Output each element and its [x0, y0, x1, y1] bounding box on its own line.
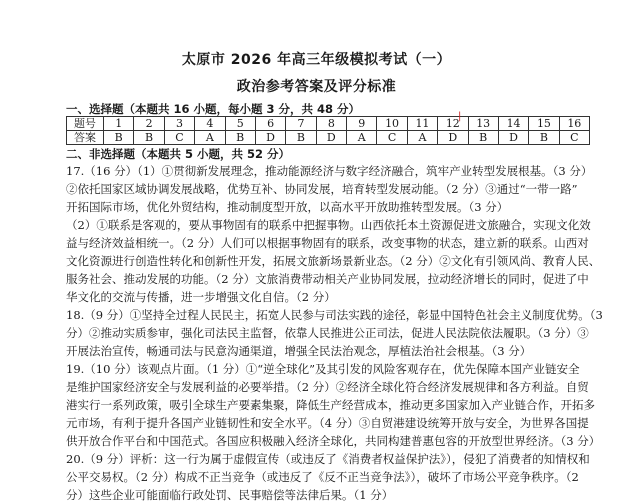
answer-line: 文化资源进行创造性转化和创新性开发，拓展文旅新场景新业态。（2 分）②文化有引领风尚、教育人民、: [66, 254, 601, 268]
answer-cell: B: [468, 131, 498, 145]
answer-cell: D: [498, 131, 528, 145]
question-number: 9: [347, 117, 377, 131]
question-number: 8: [316, 117, 346, 131]
answer-line: ②依托国家区域协调发展战略，优势互补、协同发展，培育转型发展动能。（2 分）③通过“一带一路”: [66, 182, 578, 196]
answer-line: 17.（16 分）（1）①贯彻新发展理念，推动能源经济与数字经济融合，筑牢产业转型发展根基。（3 分）: [66, 164, 593, 178]
answer-line: 服务社会、推动发展的功能。（2 分）文旅消费带动相关产业协同发展，拉动经济增长的同时，促进了中: [66, 272, 589, 286]
answer-cell: A: [347, 131, 377, 145]
question-number: 6: [255, 117, 285, 131]
question-number: 11: [407, 117, 437, 131]
answer-cell: D: [316, 131, 346, 145]
answer-table: [66, 116, 590, 145]
answer-cell: C: [164, 131, 194, 145]
question-number: 2: [134, 117, 164, 131]
question-number: 7: [286, 117, 316, 131]
answer-cell: B: [225, 131, 255, 145]
question-number: 4: [195, 117, 225, 131]
question-number: 14: [498, 117, 528, 131]
answer-cell: C: [559, 131, 589, 145]
exam-title: 太原市 2026 年高三年级模拟考试（一）: [181, 52, 452, 68]
question-number: 5: [225, 117, 255, 131]
answer-cell: B: [134, 131, 164, 145]
answer-cell: A: [195, 131, 225, 145]
answer-line: 益与经济效益相统一。（2 分）人们可以根据事物固有的联系，改变事物的状态，建立新的联系。山西对: [66, 236, 589, 250]
answer-line: 港实行一系列政策，吸引全球生产要素集聚，降低生产经营成本，推动更多国家加入产业链合作，开拓多: [66, 398, 595, 412]
answer-line: 开拓国际市场，优化外贸结构，推动制度型开放，以高水平开放助推转型发展。（3 分）: [66, 200, 509, 214]
answer-row: [67, 131, 590, 145]
answer-cell: B: [104, 131, 134, 145]
question-number: 1: [104, 117, 134, 131]
answer-line: 分）②推动实质参审，强化司法民主监督，依靠人民推进公正司法，促进人民法院依法履职。（3 分）③: [66, 326, 589, 340]
answer-line: 19.（10 分）该观点片面。（1 分）①“逆全球化”及其引发的风险客观存在，优先保障本国产业链安全: [66, 362, 580, 376]
answer-line: 分）这些企业可能面临行政处罚、民事赔偿等法律后果。（1 分）: [66, 488, 394, 502]
section-heading-nonchoice: 二、非选择题（本题共 5 小题，共 52 分）: [66, 147, 291, 161]
answer-cell: B: [286, 131, 316, 145]
answer-line: 20.（9 分）评析：这一行为属于虚假宣传（或违反了《消费者权益保护法》），侵犯了消费者的知情权和: [66, 452, 590, 466]
question-number: 12: [438, 117, 468, 131]
answer-line: 公平交易权。（2 分）构成不正当竞争（或违反了《反不正当竞争法》），破坏了市场公平竞争秩序。（2: [66, 470, 579, 484]
question-number: 10: [377, 117, 407, 131]
answer-cell: D: [255, 131, 285, 145]
row-header-answer: 答案: [67, 131, 104, 145]
row-header-number: 题号: [67, 117, 104, 131]
question-number: 16: [559, 117, 589, 131]
question-number: 15: [529, 117, 559, 131]
answer-cell: D: [438, 131, 468, 145]
answer-cell: B: [529, 131, 559, 145]
answer-cell: A: [407, 131, 437, 145]
answer-line: 18.（9 分）①坚持全过程人民民主，拓宽人民参与司法实践的途径，彰显中国特色社会主义制度优势。（3: [66, 308, 603, 322]
answer-line: 供开放合作平台和中国范式。各国应积极融入经济全球化，共同构建普惠包容的开放型世界经济。（3 分）: [66, 434, 601, 448]
answer-line: 华文化的交流与传播，进一步增强文化自信。（2 分）: [66, 290, 336, 304]
answer-line: 是维护国家经济安全与发展利益的必要举措。（2 分）②经济全球化符合经济发展规律和各方利益。自贸: [66, 380, 589, 394]
answer-cell: C: [377, 131, 407, 145]
question-number: 3: [164, 117, 194, 131]
section-heading-choice: 一、选择题（本题共 16 小题，每小题 3 分，共 48 分）: [66, 102, 361, 116]
answer-line: 元市场，有利于提升各国产业链韧性和安全水平。（4 分）③自贸港建设统筹开放与安全，为世界各国提: [66, 416, 589, 430]
question-number-row: [67, 117, 590, 131]
answer-line: 开展法治宣传，畅通司法与民意沟通渠道，增强全民法治观念，厚植法治社会根基。（3 分）: [66, 344, 532, 358]
answer-line: （2）①联系是客观的，要从事物固有的联系中把握事物。山西依托本土资源促进文旅融合，实现文化效: [66, 218, 591, 232]
red-pen-mark: |: [458, 111, 462, 122]
exam-subtitle: 政治参考答案及评分标准: [236, 79, 397, 95]
question-number: 13: [468, 117, 498, 131]
